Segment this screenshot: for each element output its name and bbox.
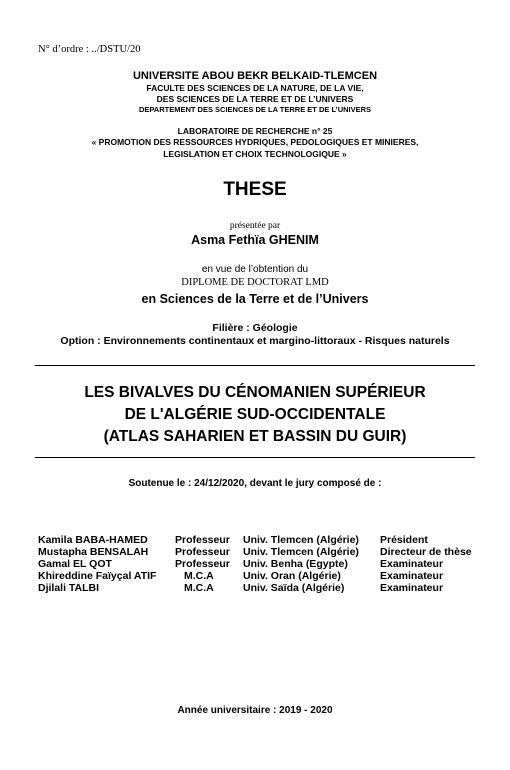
laboratory-name: LABORATOIRE DE RECHERCHE n° 25 [177,126,333,136]
jury-role: Examinateur [380,558,444,570]
university-name: UNIVERSITE ABOU BEKR BELKAID-TLEMCEN [132,70,378,82]
jury-role: Président [380,534,428,546]
jury-name: Gamal EL QOT [38,558,112,570]
filiere: Filière : Géologie [212,322,298,334]
jury-role: Directeur de thèse [380,546,472,558]
jury-university: Univ. Benha (Egypte) [243,558,348,570]
jury-grade: Professeur [175,534,230,546]
academic-year: Année universitaire : 2019 - 2020 [177,705,333,716]
thesis-title-line-2: DE L'ALGÉRIE SUD-OCCIDENTALE [124,406,386,423]
jury-name: Khireddine Faïyçal ATIF [38,570,157,582]
jury-role: Examinateur [380,582,444,594]
jury-role: Examinateur [380,570,444,582]
field-of-study: en Sciences de la Terre et de l’Univers [141,292,369,306]
jury-name: Kamila BABA-HAMED [38,534,148,546]
option: Option : Environnements continentaux et margino-littoraux - Risques naturels [60,335,450,347]
laboratory-title-line-2: LEGISLATION ET CHOIX TECHNOLOGIQUE » [163,149,347,159]
obtention-label: en vue de l’obtention du [201,264,309,275]
jury-grade: Professeur [175,546,230,558]
department-name: DEPARTEMENT DES SCIENCES DE LA TERRE ET DE L’UNIVERS [138,105,372,114]
faculty-line-1: FACULTE DES SCIENCES DE LA NATURE, DE LA VIE, [146,83,364,93]
jury-grade: Professeur [175,558,230,570]
thesis-title-line-1: LES BIVALVES DU CÉNOMANIEN SUPÉRIEUR [84,384,426,401]
jury-university: Univ. Tlemcen (Algérie) [243,546,359,558]
document-type: THESE [223,179,287,200]
jury-university: Univ. Tlemcen (Algérie) [243,534,359,546]
author-name: Asma Fethïa GHENIM [191,233,319,247]
top-divider [35,365,475,366]
diploma-name: DIPLOME DE DOCTORAT LMD [181,277,329,288]
defense-statement: Soutenue le : 24/12/2020, devant le jury composé de : [128,478,382,489]
presented-by-label: présentée par [229,221,281,231]
jury-grade: M.C.A [184,582,214,594]
jury-university: Univ. Oran (Algérie) [243,570,341,582]
faculty-line-2: DES SCIENCES DE LA TERRE ET DE L’UNIVERS [156,94,354,104]
jury-grade: M.C.A [184,570,214,582]
jury-university: Univ. Saïda (Algérie) [243,582,345,594]
jury-name: Djilali TALBI [38,582,100,594]
bottom-divider [35,457,475,458]
order-number: N° d’ordre : ../DSTU/20 [38,44,141,55]
thesis-title-line-3: (ATLAS SAHARIEN ET BASSIN DU GUIR) [103,428,407,445]
laboratory-title-line-1: « PROMOTION DES RESSOURCES HYDRIQUES, PEDOLOGIQUES ET MINIERES, [91,137,419,147]
jury-name: Mustapha BENSALAH [38,546,149,558]
